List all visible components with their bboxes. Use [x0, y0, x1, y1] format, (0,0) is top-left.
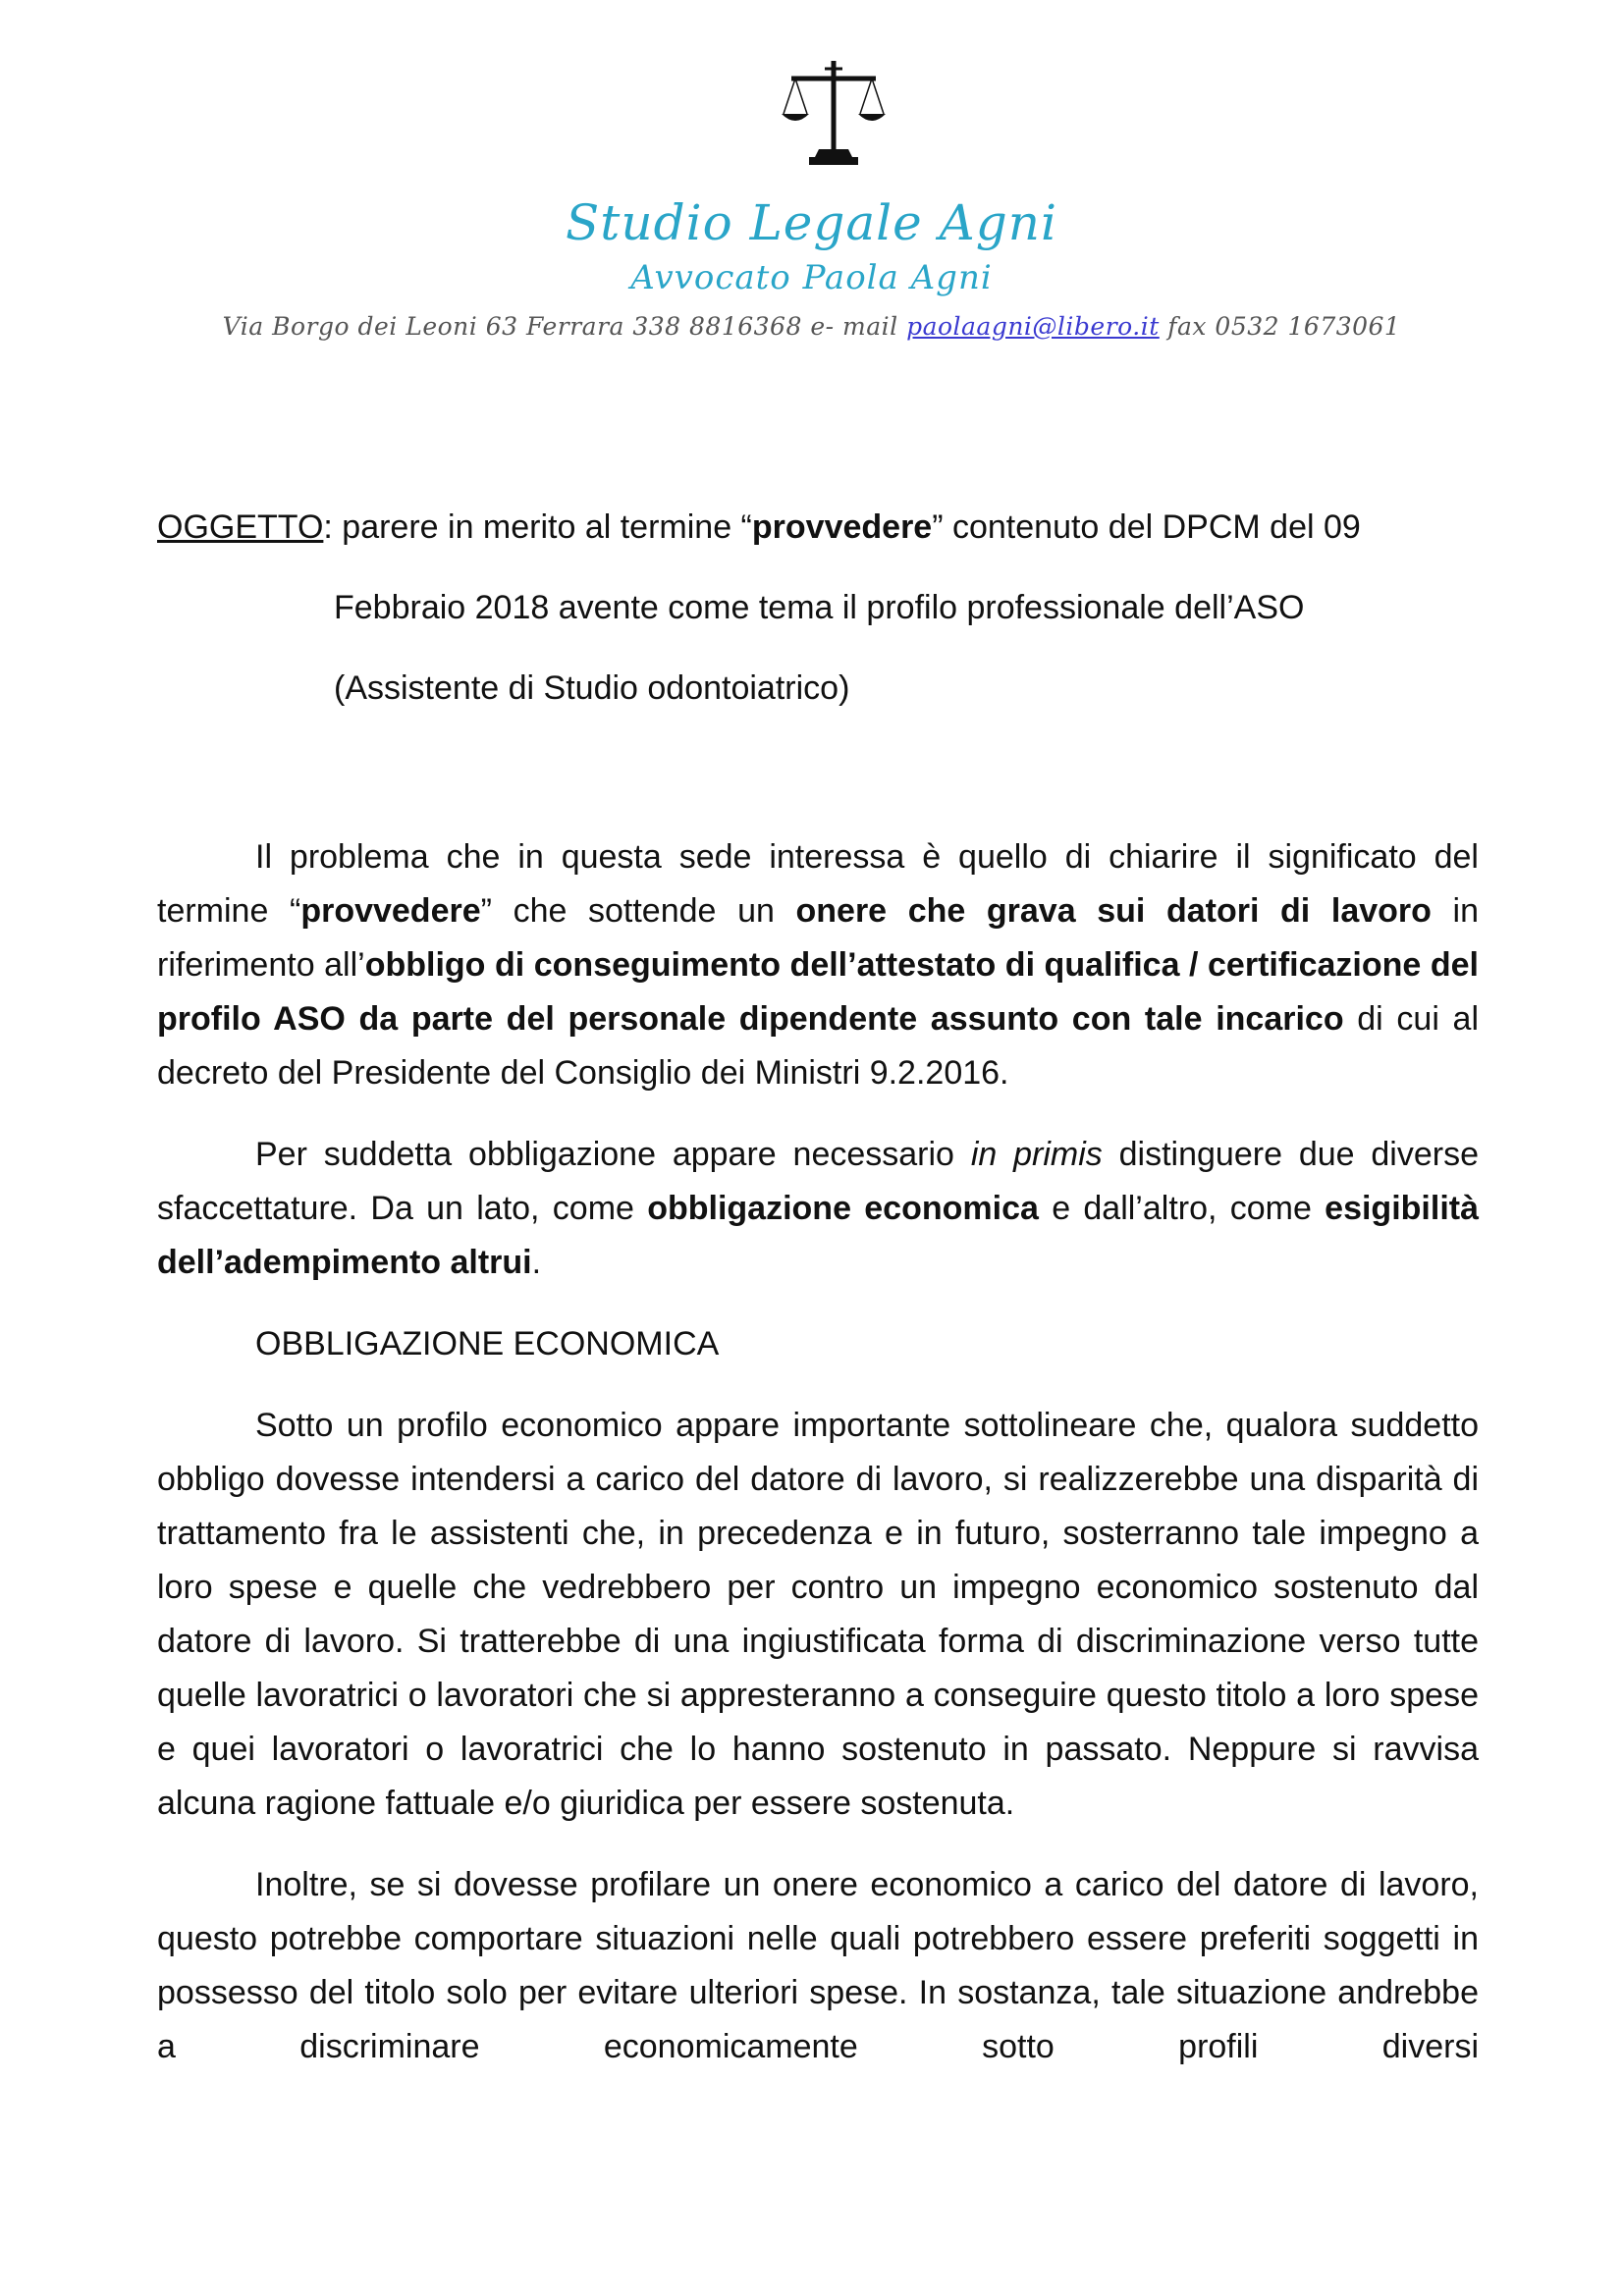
bold-text: esigibilità dell’adempimento altrui — [157, 1190, 1479, 1281]
section-heading: OBBLIGAZIONE ECONOMICA — [255, 1325, 720, 1362]
text: Per suddetta obbligazione appare necessario — [255, 1136, 971, 1173]
firm-name: Studio Legale Agni — [566, 194, 1057, 251]
subject-block — [157, 501, 1479, 742]
fax-text: fax 0532 1673061 — [1159, 312, 1401, 341]
paragraph-1 — [157, 830, 1479, 1100]
bold-text: provvedere — [300, 892, 481, 930]
subject-text: ” contenuto del DPCM del 09 — [932, 508, 1361, 546]
bold-text: obbligazione economica — [647, 1190, 1039, 1227]
bold-text: obbligo di conseguimento dell’attestato di qualifica / certificazione del profilo ASO da parte del personale dipendente assunto con tale incarico — [157, 946, 1479, 1038]
text: e dall’altro, come — [1038, 1190, 1325, 1227]
subject-line-3: (Assistente di Studio odontoiatrico) — [334, 669, 850, 707]
document-body — [157, 501, 1479, 2074]
address-text: Via Borgo dei Leoni 63 Ferrara 338 8816368 e- mail — [222, 312, 907, 341]
subject-line-1 — [157, 501, 1479, 581]
text: distinguere due diverse sfaccettature. Da un lato, come — [157, 1136, 1479, 1227]
text: di cui al decreto del Presidente del Consiglio dei Ministri 9.2.2016. — [157, 1000, 1480, 1092]
italic-text: in primis — [970, 1136, 1103, 1173]
subject-text: : parere in merito al termine “ — [323, 508, 752, 546]
text: ” che sottende un — [480, 892, 796, 930]
paragraph-4: Inoltre, se si dovesse profilare un onere economico a carico del datore di lavoro, questo potrebbe comportare situazioni nelle quali potrebbero essere preferiti soggetti in possesso del titolo solo per evitare ulteriori spese. In sostanza, tale situazione andrebbe a discriminare economicamente sotto profili diversi — [157, 1866, 1479, 2065]
paragraph-2 — [157, 1128, 1479, 1290]
lawyer-name: Avvocato Paola Agni — [630, 258, 993, 297]
text: Il problema che in questa sede interessa è quello di chiarire il significato del termine “ — [157, 838, 1479, 930]
text: in riferimento all’ — [157, 892, 1479, 984]
subject-line-2: Febbraio 2018 avente come tema il profilo professionale dell’ASO — [334, 589, 1305, 626]
bold-text: onere che grava sui datori di lavoro — [795, 892, 1432, 930]
scales-of-justice-icon — [780, 59, 888, 167]
subject-keyword: provvedere — [751, 508, 933, 546]
subject-label: OGGETTO — [157, 508, 324, 546]
email-link[interactable]: paolaagni@libero.it — [906, 312, 1160, 341]
paragraph-3: Sotto un profilo economico appare importante sottolineare che, qualora suddetto obbligo dovesse intendersi a carico del datore di lavoro, si realizzerebbe una disparità di trattamento fra le assistenti che, in precedenza e in futuro, sosterranno tale impegno a loro spese e quelle che vedrebbero per contro un impegno economico sostenuto dal datore di lavoro. Si tratterebbe di una ingiustificata forma di discriminazione verso tutte quelle lavoratrici o lavoratori che si appresteranno a conseguire questo titolo a loro spese e quei lavoratori o lavoratrici che lo hanno sostenuto in passato. Neppure si ravvisa alcuna ragione fattuale e/o giuridica per essere sostenuta. — [157, 1407, 1479, 1822]
contact-line — [0, 312, 1623, 341]
text: . — [531, 1244, 542, 1281]
